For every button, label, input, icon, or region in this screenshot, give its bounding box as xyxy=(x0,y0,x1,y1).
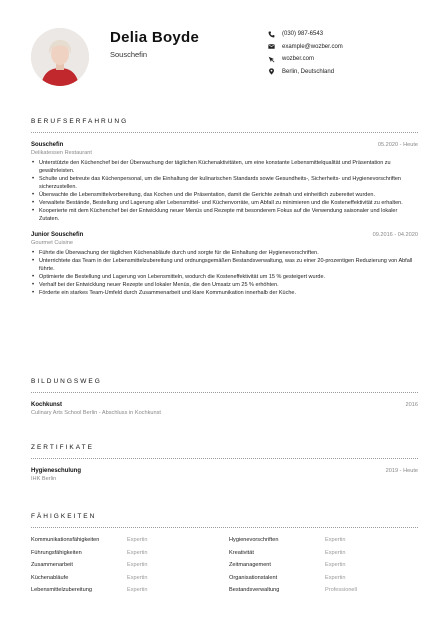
job-title: Junior Souschefin xyxy=(31,232,84,238)
section-divider xyxy=(31,458,418,459)
location-pin-icon xyxy=(268,68,275,75)
skill-name: Küchenabläufe xyxy=(31,574,69,581)
contact-phone-text: (030) 987-6543 xyxy=(282,31,324,38)
skill-level: Expertin xyxy=(127,537,148,543)
job-company: Gourmet Cuisine xyxy=(31,240,73,246)
skill-level: Expertin xyxy=(325,574,346,581)
skill-level: Expertin xyxy=(127,587,148,594)
contact-location xyxy=(268,66,438,79)
section-divider xyxy=(31,392,418,393)
resume-header xyxy=(0,0,448,110)
list-item: • Schulte und betreute das Küchenpersonal, um die Einhaltung der kulinarischen Standards sowie Gesundheits-, Sicherheits- und Hygienevorschriften sicherzustellen. xyxy=(31,175,418,191)
section-title-skills: FÄHIGKEITEN xyxy=(31,513,97,520)
education-section xyxy=(31,378,418,418)
contact-phone[interactable] xyxy=(268,28,438,41)
experience-section xyxy=(31,118,418,297)
section-divider xyxy=(31,132,418,133)
skill-level: Expertin xyxy=(127,562,148,569)
contact-location-text: Berlin, Deutschland xyxy=(282,68,335,75)
section-title-experience: BERUFSERFAHRUNG xyxy=(31,118,129,125)
job-dates: 05.2020 - Heute xyxy=(377,142,418,148)
phone-icon xyxy=(268,31,275,38)
education-year: 2016 xyxy=(405,402,418,408)
skill-level: Expertin xyxy=(325,537,346,543)
list-item: • Führte die Überwachung der täglichen Küchenabläufe durch und sorgte für die Einhaltung der Hygienevorschriften. xyxy=(31,249,418,257)
job-entry xyxy=(31,232,418,297)
job-bullets xyxy=(31,249,418,297)
skill-name: Bestandsverwaltung xyxy=(229,587,280,594)
job-dates: 09.2016 - 04.2020 xyxy=(372,232,418,238)
list-item: • Unterrichtete das Team in der Lebensmittelzubereitung und ordnungsgemäßen Bestandsverwaltung, was zu einer 20-prozentigen Reduzierung von Abfall führte. xyxy=(31,257,418,273)
skill-level: Expertin xyxy=(127,574,148,581)
skill-name: Führungsfähigkeiten xyxy=(31,549,82,556)
skill-name: Hygienevorschriften xyxy=(229,537,279,543)
certificate-entry xyxy=(31,468,418,484)
portrait-photo xyxy=(31,28,89,86)
list-item: • Verhalf bei der Entwicklung neuer Rezepte und lokaler Menüs, die den Umsatz um 25 % erhöhten. xyxy=(31,281,418,289)
job-title: Souschefin xyxy=(31,142,64,148)
list-item: • Förderte ein starkes Team-Umfeld durch Zusammenarbeit und klare Kommunikation innerhalb der Küche. xyxy=(31,289,418,297)
skill-name: Organisationstalent xyxy=(229,574,278,581)
skill-name: Kreativität xyxy=(229,549,254,556)
skill-level: Expertin xyxy=(325,562,346,569)
skill-level: Expertin xyxy=(325,549,346,556)
job-company: Delikatessen Restaurant xyxy=(31,150,92,156)
skills-section xyxy=(31,513,418,600)
skill-name: Zeitmanagement xyxy=(229,562,271,569)
certificate-issuer: IHK Berlin xyxy=(31,476,57,482)
section-divider xyxy=(31,527,418,528)
list-item: • Verwaltete Bestände, Bestellung und Lagerung aller Lebensmittel- und Küchenvorräte, um Abfall zu minimieren und die Kosteneffektivität zu erhalten. xyxy=(31,199,418,207)
contact-list xyxy=(268,28,438,78)
link-icon xyxy=(268,56,275,63)
skills-grid xyxy=(31,537,418,600)
person-name: Delia Boyde xyxy=(110,29,200,46)
certificates-section xyxy=(31,444,418,484)
avatar xyxy=(31,28,89,86)
skill-name: Kommunikationsfähigkeiten xyxy=(31,537,100,543)
education-entry xyxy=(31,402,418,418)
skill-level: Professionell xyxy=(325,587,358,594)
certificate-name: Hygieneschulung xyxy=(31,468,82,474)
skill-name: Zusammenarbeit xyxy=(31,562,73,569)
job-bullets xyxy=(31,159,418,223)
skill-level: Expertin xyxy=(127,549,148,556)
list-item: • Kooperierte mit dem Küchenchef bei der Entwicklung neuer Menüs und Rezepte mit besonderem Fokus auf die Verwendung saisonaler und lokaler Zutaten. xyxy=(31,207,418,223)
section-title-education: BILDUNGSWEG xyxy=(31,378,102,385)
job-title: Souschefin xyxy=(110,50,148,59)
education-degree: Kochkunst xyxy=(31,402,63,408)
contact-email[interactable] xyxy=(268,41,438,54)
mail-icon xyxy=(268,43,275,50)
list-item: • Unterstützte den Küchenchef bei der Überwachung der täglichen Küchenaktivitäten, um eine konstante Lebensmittelqualität und Präsentation zu gewährleisten. xyxy=(31,159,418,175)
contact-website[interactable] xyxy=(268,53,438,66)
list-item: • Überwachte die Lebensmittelvorbereitung, das Kochen und die Präsentation, damit die Gerichte zeitnah und einheitlich zubereitet wurden. xyxy=(31,191,418,199)
list-item: • Optimierte die Bestellung und Lagerung von Lebensmitteln, wodurch die Kosteneffektivität um 15 % gesteigert wurde. xyxy=(31,273,418,281)
education-school: Culinary Arts School Berlin - Abschluss in Kochkunst xyxy=(31,410,161,416)
contact-email-text: example@wozber.com xyxy=(282,43,343,50)
contact-website-text: wozber.com xyxy=(282,56,315,63)
section-title-certificates: ZERTIFIKATE xyxy=(31,444,94,451)
skill-name: Lebensmittelzubereitung xyxy=(31,587,92,594)
certificate-date: 2019 - Heute xyxy=(385,468,418,474)
job-entry xyxy=(31,142,418,223)
